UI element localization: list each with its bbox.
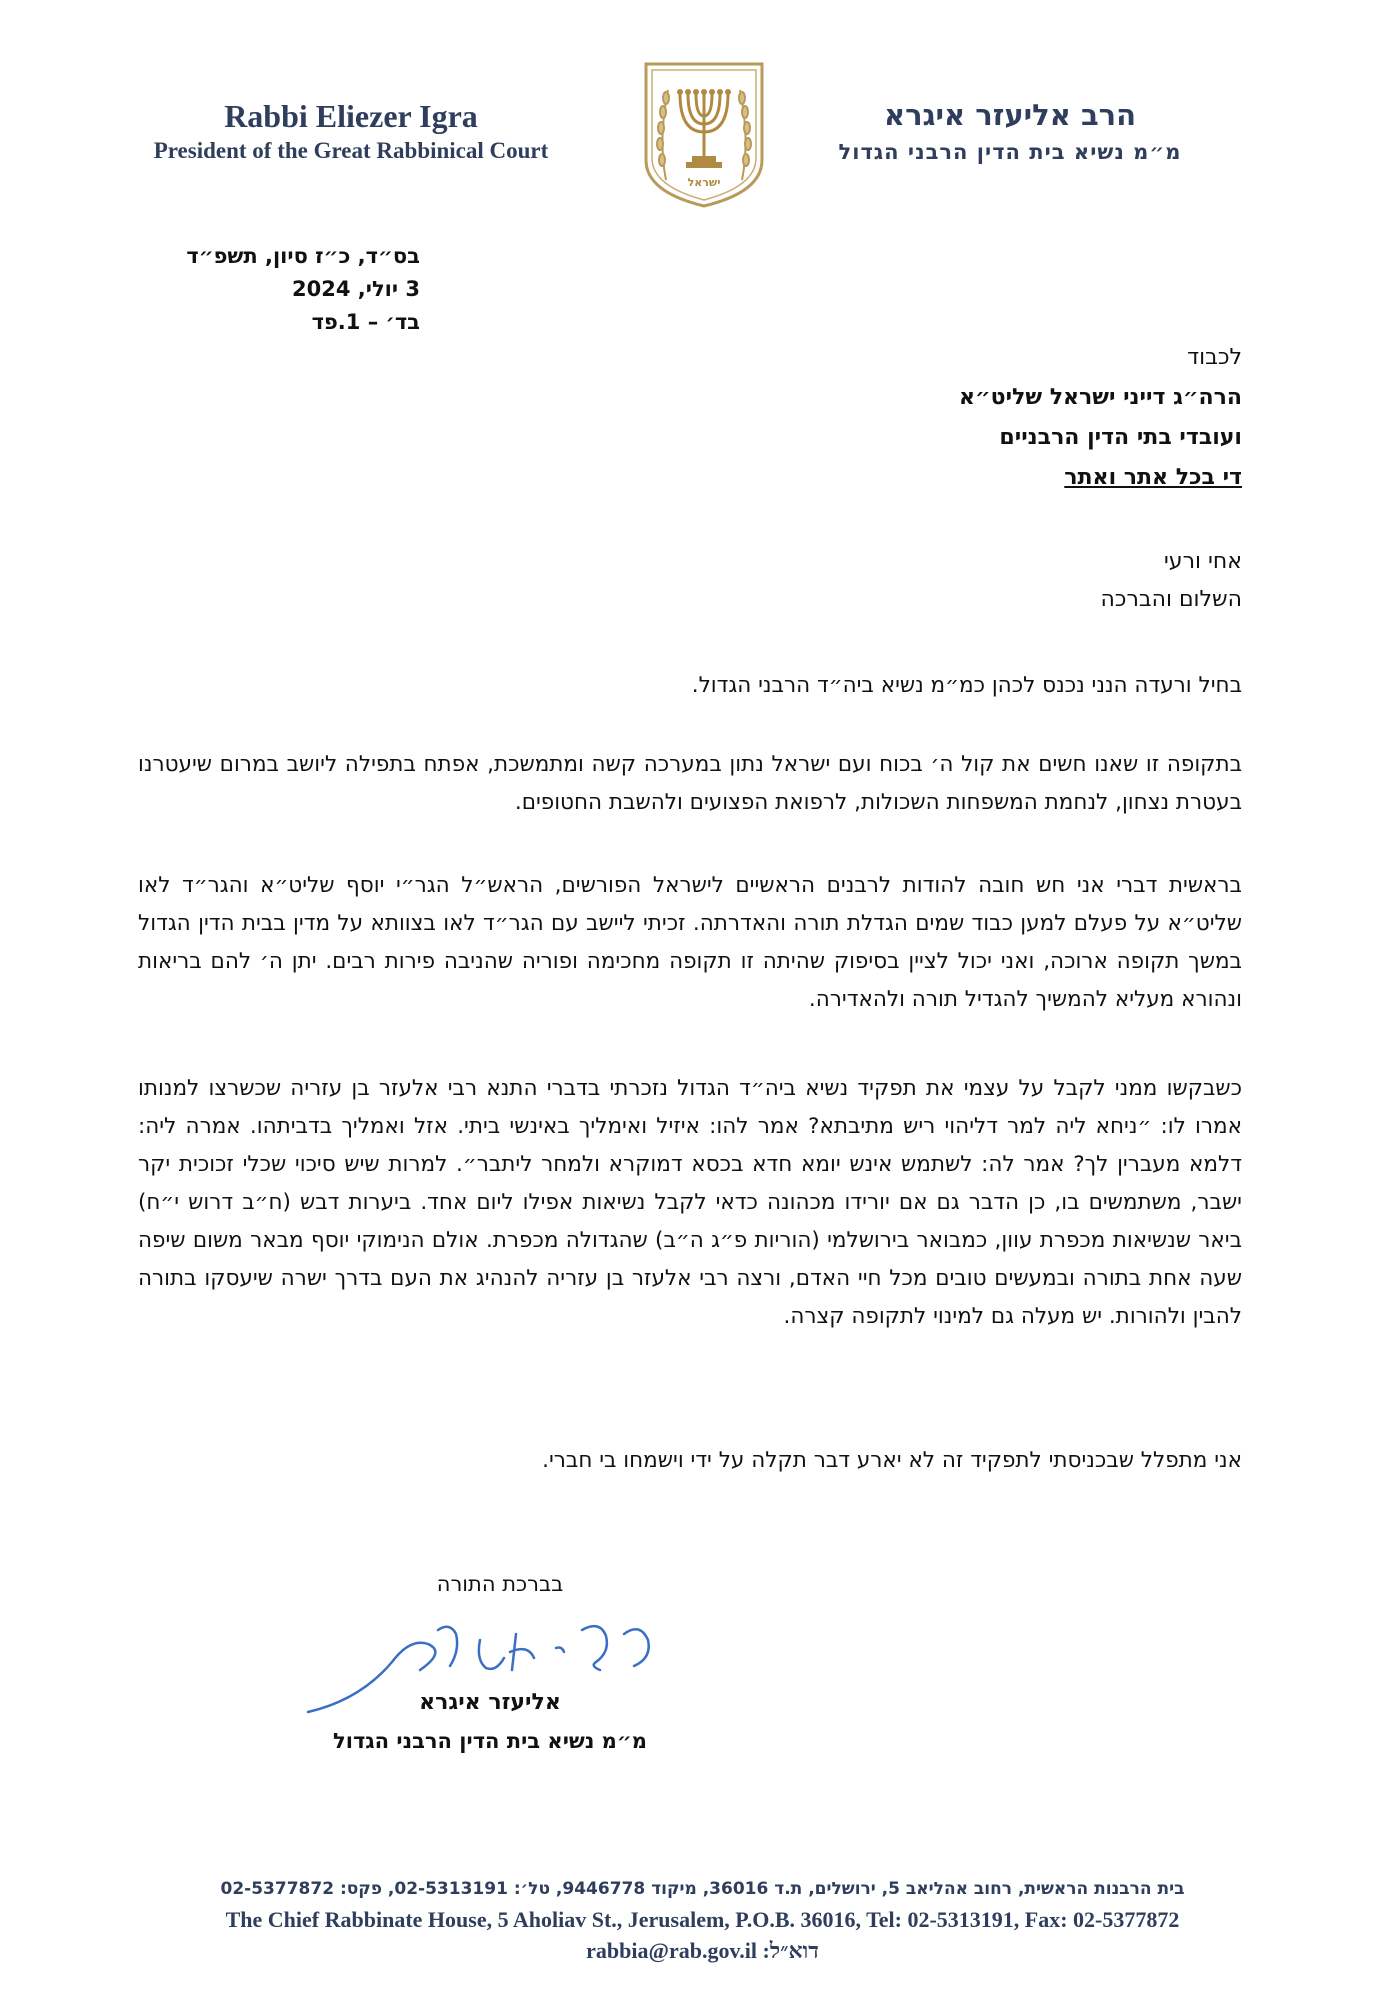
hebrew-date: בס״ד, כ״ז סיון, תשפ״ד <box>186 244 420 268</box>
footer-email-link[interactable]: rabbia@rab.gov.il <box>586 1938 757 1963</box>
letterhead-hebrew <box>780 94 1240 168</box>
menorah-emblem-icon <box>640 60 768 208</box>
addressee-block <box>742 338 1242 498</box>
gregorian-date: 3 יולי, 2024 <box>292 277 420 301</box>
closing-blessing: בברכת התורה <box>436 1572 564 1596</box>
signer-name: אליעזר איגרא <box>419 1690 561 1715</box>
addressee-to: לכבוד <box>1187 345 1242 370</box>
body-paragraph-4: כשבקשו ממני לקבל על עצמי את תפקיד נשיא ביה״ד הגדול נזכרתי בדברי התנא רבי אלעזר בן עזריה שכשרצו למנותו אמרו לו: ״ניחא ליה למר דליהוי ריש מתיבתא? אמר להו: איזיל ואימליך באינשי ביתי. אזל ואמליך בדביתהו. אמרה ליה: דלמא מעברין לך? אמר לה: לשתמש אינש יומא חדא בכסא דמוקרא ולמחר ליתבר״. למרות שיש סיכוי שכלי זכוכית יקר ישבר, משתמשים בו, כן הדבר גם אם יורידו מכהונה כדאי לקבל נשיאות אפילו ליום אחד. ביערות דבש (ח״ב דרוש י״ח) ביאר שנשיאות מכפרת עוון, כמבואר בירושלמי (הוריות פ״ג ה״ב) שהגדולה מכפרת. אולם הנימוקי יוסף מבאר משום שיפה שעה אחת בתורה ובמעשים טובים מכל חיי האדם, ורצה רבי אלעזר בן עזריה להנהיג את העם בדרך ישרה שיעסקו בתורה להבין ולהורות. יש מעלה גם למינוי לתקופה קצרה. <box>138 1076 1242 1329</box>
footer-english-address: The Chief Rabbinate House, 5 Aholiav St., Jerusalem, P.O.B. 36016, Tel: 02-5313191, Fax: 02-5377872 <box>225 1907 1180 1932</box>
signer-block <box>290 1684 690 1760</box>
footer-email-line <box>140 1936 1265 1966</box>
body-paragraph-1: בחיל ורעדה הנני נכנס לכהן כמ״מ נשיא ביה״ד הרבני הגדול. <box>691 673 1242 698</box>
body-paragraph-2: בתקופה זו שאנו חשים את קול ה׳ בכוח ועם ישראל נתון במערכה קשה ומתמשכת, אפתח בתפילה ליושב במרום שיעטרנו בעטרת נצחון, לנחמת המשפחות השכולות, לרפואת הפצועים ולהשבת החטופים. <box>138 752 1242 815</box>
letterhead-english-role: President of the Great Rabbinical Court <box>153 138 549 163</box>
letterhead-hebrew-role: מ״מ נשיא בית הדין הרבני הגדול <box>838 140 1182 164</box>
addressee-line-3: די בכל אתר ואתר <box>1064 465 1242 490</box>
addressee-line-1: הרה״ג דייני ישראל שליט״א <box>958 385 1242 410</box>
footer-email-label: דוא״ל: <box>762 1938 819 1963</box>
addressee-line-2: ועובדי בתי הדין הרבניים <box>999 425 1242 450</box>
body-paragraph-3: בראשית דברי אני חש חובה להודות לרבנים הראשיים לישראל הפורשים, הראש״ל הגר״י יוסף שליט״א והגר״ד לאו שליט״א על פעלם למען כבוד שמים הגדלת תורה והאדרתה. זכיתי ליישב עם הגר״ד לאו בצוותא על מדין בבית הדין הגדול במשך תקופה ארוכה, ואני יכול לציין בסיפוק שהיתה זו תקופה מחכימה ופוריה שהניבה פירות רבים. יתן ה׳ להם בריאות ונהורא מעליא להמשיך להגדיל תורה ולהאדירה. <box>138 873 1242 1012</box>
date-block <box>120 240 420 339</box>
greeting-line-1: אחי ורעי <box>1163 549 1242 574</box>
greeting-line-2: השלום והברכה <box>1100 587 1242 612</box>
body-paragraph-5: אני מתפלל שבכניסתי לתפקיד זה לא יארע דבר תקלה על ידי וישמחו בי חברי. <box>542 1448 1242 1473</box>
reference-number: בד׳ – 1.פד <box>311 310 420 334</box>
footer-hebrew-address: בית הרבנות הראשית, רחוב אהליאב 5, ירושלים, ת.ד 36016, מיקוד 9446778, טל׳: 02-5313191, פקס: 02-5377872 <box>220 1879 1185 1899</box>
letterhead-hebrew-name: הרב אליעזר איגרא <box>883 98 1137 132</box>
letterhead-english-name: Rabbi Eliezer Igra <box>224 98 478 134</box>
greeting-block <box>742 543 1242 619</box>
signer-role: מ״מ נשיא בית הדין הרבני הגדול <box>333 1729 647 1753</box>
emblem-text: ישראל <box>687 176 721 189</box>
letterhead-english <box>116 96 586 166</box>
